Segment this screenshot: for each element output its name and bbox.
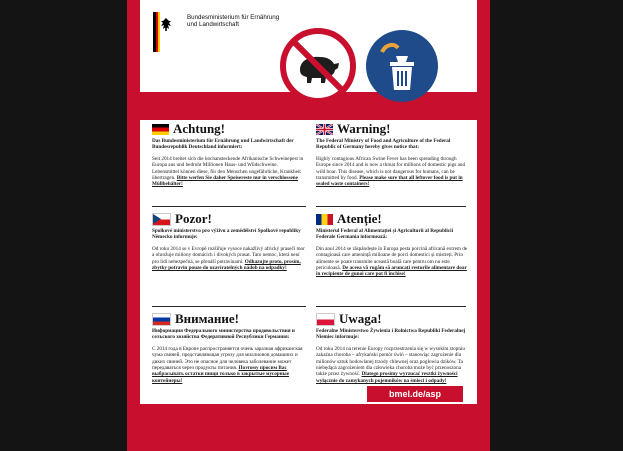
section-body: Seit 2014 breitet sich die hochansteckende Afrikanische Schweinepest in Europa aus und bedroht Millionen Haus- und Wildschweine. Lebensmittel können diese, für den Menschen ungefährliche, Krankheit übertragen. — [152, 155, 304, 182]
russia-flag-icon — [152, 313, 171, 326]
section-title: Uwaga! — [339, 311, 382, 326]
section-title: Warning! — [337, 121, 391, 136]
section-subtitle: Spolkové ministerstvo pro výživu a zemědělství Spolkové republiky Německo informuje: — [152, 228, 301, 241]
section-subtitle: Информация Федерального министерства продовольствия и сельского хозяйства Федеративной Республики Германия: — [152, 328, 295, 341]
section-polish — [316, 312, 470, 384]
section-emphasis: Bitte werfen Sie daher Speisereste nur in verschlossene Müllbehälter! — [152, 175, 298, 188]
notice-sheet — [140, 0, 477, 451]
section-emphasis: Поэтому просим Вас выбрасывать остатки пищи только в закрытые мусорные контейнеры! — [152, 365, 290, 384]
section-subtitle: Federalne Ministerstwo Żywienia i Rolnictwa Republiki Federalnej Niemiec informuje: — [316, 328, 466, 341]
federal-eagle-icon — [153, 12, 173, 52]
left-red-band — [127, 0, 140, 451]
section-emphasis: Dlatego prosimy wyrzucać resztki żywności wyłącznie do zamykanych pojemników na śmieci i odpady! — [316, 371, 458, 384]
uk-flag-icon — [316, 124, 333, 135]
germany-flag-icon — [152, 124, 169, 135]
section-czech — [152, 212, 306, 271]
website-link[interactable]: bmel.de/asp — [367, 386, 463, 402]
section-title: Внимание! — [175, 311, 239, 326]
divider-line — [152, 206, 306, 207]
no-pig-sign-icon — [280, 28, 356, 104]
section-romanian — [316, 212, 470, 278]
section-emphasis: Odhazujte proto, prosím, zbytky potravin pouze do uzavíratelných nádob na odpadky! — [152, 258, 301, 272]
section-emphasis: Please make sure that all leftover food is put in sealed waste containers! — [316, 175, 463, 188]
czech-flag-icon — [152, 213, 171, 226]
section-title: Pozor! — [175, 211, 212, 226]
section-subtitle: Das Bundesministerium für Ernährung und Landwirtschaft der Bundesrepublik Deutschland informiert: — [152, 138, 294, 151]
section-subtitle: The Federal Ministry of Food and Agriculture of the Federal Republic of Germany hereby gives notice that: — [316, 138, 451, 151]
section-body: Highly contagious African Swine Fever has been spreading through Europe since 2014 and is now a threat for millions of domestic pigs and wild boar. This disease, which is not dangerous for humans, can be transmitted by food. — [316, 155, 466, 182]
section-body: Din anul 2014 se răspândește în Europa pesta porcină africană extrem de contagioasă care amenință milioane de porci domestici și mistreți. Prin alimente se poate transmite această boală care pentru om nu este periculoasă. — [316, 245, 468, 272]
section-german — [152, 122, 306, 188]
poland-flag-icon — [316, 313, 335, 326]
section-russian — [152, 312, 306, 384]
waste-bin-icon — [364, 28, 440, 104]
ministry-name: Bundesministerium für Ernährung und Landwirtschaft — [187, 14, 280, 29]
section-english — [316, 122, 470, 188]
section-title: Atenție! — [337, 211, 382, 226]
section-body: Od roku 2014 se v Evropě rozšiřuje vysoce nakažlivý africký prasečí mor a ohrožuje miliony domácích i divokých prasat. Tato nemoc, která není pro lidi nebezpečná, se přenáší potravinami. — [152, 245, 305, 265]
right-red-band — [477, 0, 490, 451]
divider-line — [316, 306, 466, 307]
section-title: Achtung! — [173, 121, 226, 136]
divider-line — [152, 306, 306, 307]
footer-red-band — [140, 404, 477, 451]
divider-line — [316, 206, 466, 207]
section-emphasis: De aceea vă rugăm să aruncați resturile alimentare doar în recipiente de gunoi care pot fi închise! — [316, 265, 467, 278]
romania-flag-icon — [316, 214, 333, 225]
section-subtitle: Ministerul Federal al Alimentației și Agriculturii al Republicii Federale Germania informează: — [316, 228, 454, 241]
section-body: Od roku 2014 na terenie Europy rozprzestrzenia się w wysokim stopniu zakaźna choroba – afrykański pomór świń – stanowiąc zagrożenie dla milionów sztuk hodowlanej trzody chlewnej oraz pogłowia dzików. Ta niebędąca zagrożeniem dla człowieka choroba może być przenoszona także przez żywność. — [316, 345, 465, 378]
section-body: С 2014 года в Европе распространяется очень заразная африканская чума свиней, представляющая угрозу для миллионов домашних и диких свиней. Это не опасное для человека заболевание может передаваться через продукты питания. — [152, 345, 303, 372]
